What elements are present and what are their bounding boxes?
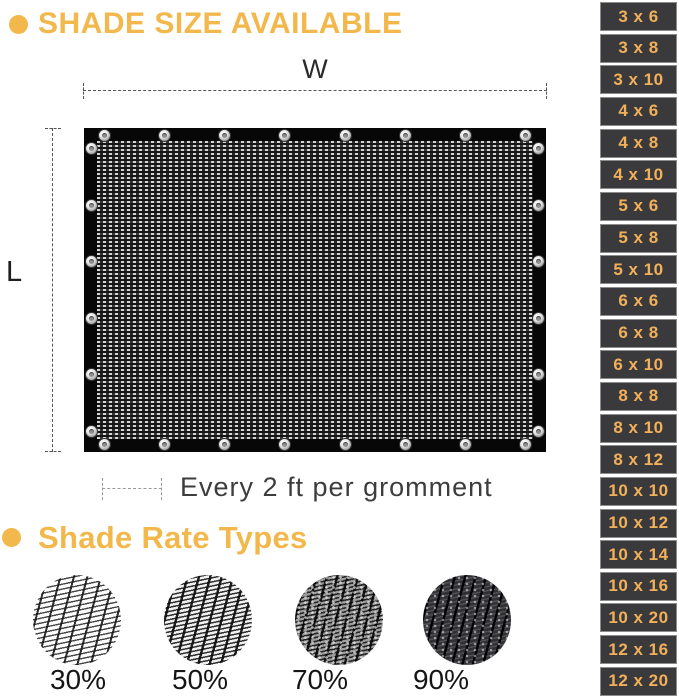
grommet-icon bbox=[86, 143, 97, 154]
grommet-spacing-note: Every 2 ft per gromment bbox=[180, 472, 493, 502]
size-item: 4 x 10 bbox=[600, 160, 677, 189]
bracket-tick bbox=[102, 478, 103, 500]
size-item: 5 x 6 bbox=[600, 192, 677, 221]
shade-rate-label: 30% bbox=[49, 664, 107, 695]
size-item: 5 x 10 bbox=[600, 255, 677, 284]
width-dimension-line bbox=[83, 90, 547, 91]
grommet-icon bbox=[86, 426, 97, 437]
width-dimension-label: W bbox=[302, 54, 328, 84]
size-item: 10 x 14 bbox=[600, 540, 677, 569]
shade-rate-circle-30 bbox=[33, 575, 121, 665]
dimension-tick bbox=[546, 83, 547, 99]
grommet-icon bbox=[533, 426, 544, 437]
size-item: 10 x 16 bbox=[600, 572, 677, 601]
grommet-icon bbox=[400, 439, 411, 450]
dimension-tick bbox=[45, 128, 61, 129]
size-item: 6 x 10 bbox=[600, 350, 677, 379]
grommet-icon bbox=[340, 130, 351, 141]
dimension-tick bbox=[45, 451, 61, 452]
grommet-icon bbox=[340, 439, 351, 450]
size-item: 8 x 8 bbox=[600, 382, 677, 411]
grommet-row-bottom bbox=[99, 439, 531, 450]
grommet-icon bbox=[99, 439, 110, 450]
size-section-title: SHADE SIZE AVAILABLE bbox=[38, 7, 403, 40]
grommet-icon bbox=[86, 256, 97, 267]
shade-rate-circle-50 bbox=[164, 575, 252, 665]
grommet-icon bbox=[533, 256, 544, 267]
shade-mesh-texture bbox=[97, 141, 533, 439]
grommet-icon bbox=[219, 439, 230, 450]
grommet-icon bbox=[460, 130, 471, 141]
size-item: 3 x 6 bbox=[600, 2, 677, 31]
grommet-icon bbox=[279, 439, 290, 450]
grommet-column-right bbox=[533, 143, 544, 437]
length-dimension-line bbox=[52, 128, 53, 452]
grommet-icon bbox=[533, 369, 544, 380]
shade-rate-circle-90 bbox=[423, 575, 511, 665]
shade-rate-label: 50% bbox=[171, 664, 229, 695]
size-item: 10 x 12 bbox=[600, 509, 677, 538]
grommet-column-left bbox=[86, 143, 97, 437]
bracket-tick bbox=[161, 478, 162, 500]
grommet-spacing-bracket bbox=[102, 488, 162, 489]
bullet-icon bbox=[9, 15, 28, 34]
size-item: 3 x 10 bbox=[600, 65, 677, 94]
grommet-icon bbox=[99, 130, 110, 141]
dimension-tick bbox=[83, 83, 84, 99]
shade-net-diagram bbox=[84, 128, 546, 452]
grommet-icon bbox=[533, 143, 544, 154]
grommet-icon bbox=[520, 439, 531, 450]
size-item: 10 x 10 bbox=[600, 477, 677, 506]
grommet-row-top bbox=[99, 130, 531, 141]
shade-rate-circle-70 bbox=[295, 575, 383, 665]
grommet-icon bbox=[520, 130, 531, 141]
grommet-icon bbox=[533, 313, 544, 324]
size-item: 4 x 8 bbox=[600, 129, 677, 158]
size-item: 6 x 8 bbox=[600, 319, 677, 348]
size-item: 4 x 6 bbox=[600, 97, 677, 126]
size-item: 6 x 6 bbox=[600, 287, 677, 316]
grommet-icon bbox=[86, 313, 97, 324]
size-item: 10 x 20 bbox=[600, 603, 677, 632]
grommet-icon bbox=[86, 200, 97, 211]
grommet-icon bbox=[533, 200, 544, 211]
grommet-icon bbox=[159, 130, 170, 141]
rate-section-title: Shade Rate Types bbox=[38, 520, 308, 555]
size-item: 12 x 16 bbox=[600, 635, 677, 664]
size-item: 5 x 8 bbox=[600, 224, 677, 253]
grommet-icon bbox=[400, 130, 411, 141]
size-list bbox=[600, 0, 677, 698]
shade-rate-label: 90% bbox=[412, 664, 470, 695]
size-item: 12 x 20 bbox=[600, 667, 677, 696]
grommet-icon bbox=[460, 439, 471, 450]
length-dimension-label: L bbox=[6, 256, 23, 288]
size-item: 8 x 10 bbox=[600, 414, 677, 443]
grommet-icon bbox=[86, 369, 97, 380]
shade-rate-label: 70% bbox=[291, 664, 349, 695]
size-item: 3 x 8 bbox=[600, 34, 677, 63]
grommet-icon bbox=[219, 130, 230, 141]
bullet-icon bbox=[2, 528, 21, 547]
grommet-icon bbox=[279, 130, 290, 141]
grommet-icon bbox=[159, 439, 170, 450]
size-item: 8 x 12 bbox=[600, 445, 677, 474]
